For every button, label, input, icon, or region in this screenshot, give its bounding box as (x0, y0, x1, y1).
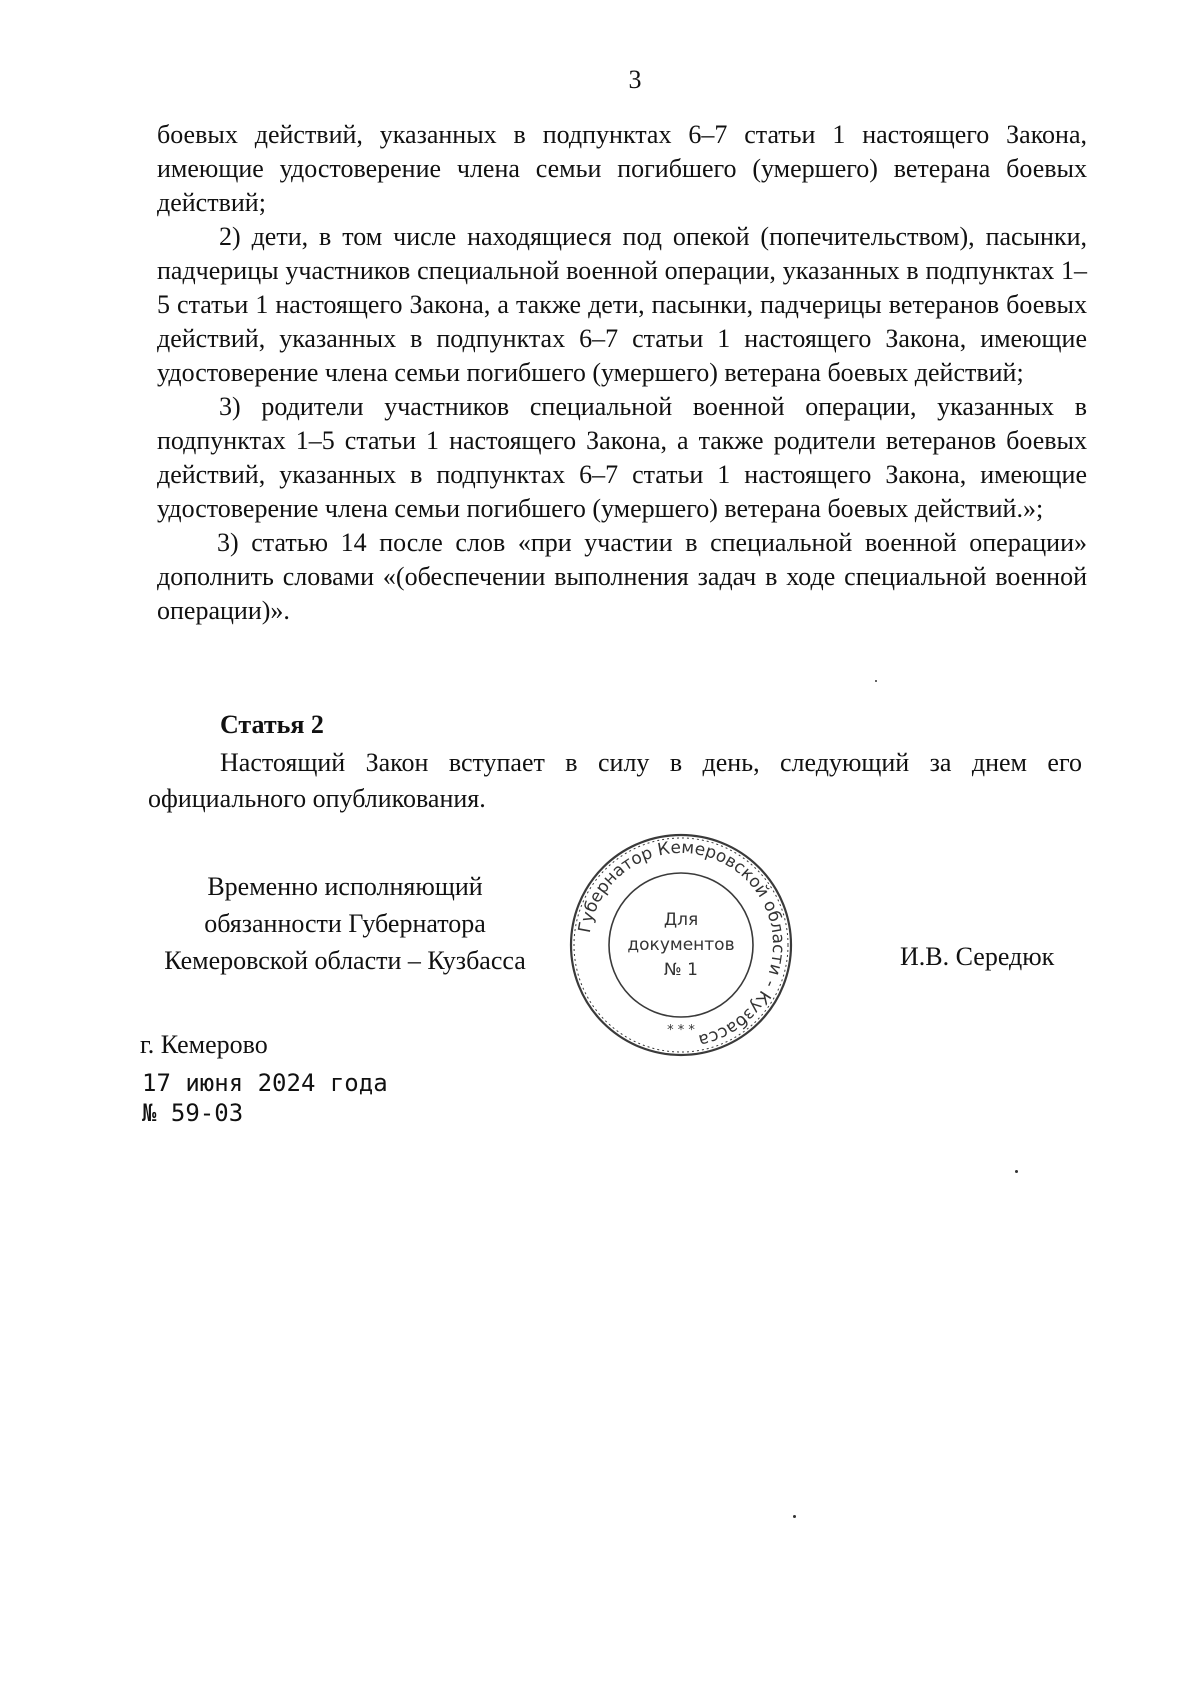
article-2-text: Настоящий Закон вступает в силу в день, следующий за днем его официального опубликования. (148, 748, 1082, 813)
amendment-text (157, 118, 1087, 628)
stamp-stars: * * * (667, 1023, 695, 1038)
law-number: № 59-03 (142, 1099, 244, 1127)
law-date-number (142, 1068, 388, 1128)
place-of-signing: г. Кемерово (140, 1030, 268, 1059)
signer-position-line: обязанности Губернатора (204, 909, 486, 938)
article-2-title: Статья 2 (220, 710, 324, 739)
stamp-center-line: Для (663, 910, 699, 930)
scan-speck (1015, 1170, 1018, 1173)
signer-position (140, 868, 550, 979)
article-2-body (148, 745, 1082, 817)
stamp-ring-text: Губернатор Кемеровской области - Кузбасса (574, 837, 789, 1051)
paragraph-continuation: боевых действий, указанных в подпунктах 6–7 статьи 1 настоящего Закона, имеющие удостоверение члена семьи погибшего (умершего) ветерана боевых действий; (157, 120, 1087, 217)
paragraph-item-2-children: 2) дети, в том числе находящиеся под опекой (попечительством), пасынки, падчерицы участников специальной военной операции, указанных в подпунктах 1–5 статьи 1 настоящего Закона, а также дети, пасынки, падчерицы ветеранов боевых действий, указанных в подпунктах 6–7 статьи 1 настоящего Закона, имеющие удостоверение члена семьи погибшего (умершего) ветерана боевых действий; (157, 222, 1087, 387)
signer-position-line: Кемеровской области – Кузбасса (164, 946, 526, 975)
stamp-center-line: № 1 (664, 960, 698, 980)
paragraph-item-3-parents: 3) родители участников специальной военной операции, указанных в подпунктах 1–5 статьи 1 настоящего Закона, а также родители ветеранов боевых действий, указанных в подпунктах 6–7 статьи 1 настоящего Закона, имеющие удостоверение члена семьи погибшего (умершего) ветерана боевых действий.»; (157, 392, 1087, 523)
paragraph-item-3-article-14: 3) статью 14 после слов «при участии в специальной военной операции» дополнить словами «(обеспечении выполнения задач в ходе специальной военной операции)». (157, 528, 1087, 625)
official-stamp (566, 830, 796, 1060)
law-date: 17 июня 2024 года (142, 1069, 388, 1097)
page-number: 3 (628, 65, 642, 94)
signer-name: И.В. Середюк (900, 942, 1055, 971)
scan-speck (793, 1515, 796, 1518)
stamp-center-line: документов (627, 935, 735, 955)
signer-position-line: Временно исполняющий (207, 872, 483, 901)
scan-speck (875, 680, 877, 682)
